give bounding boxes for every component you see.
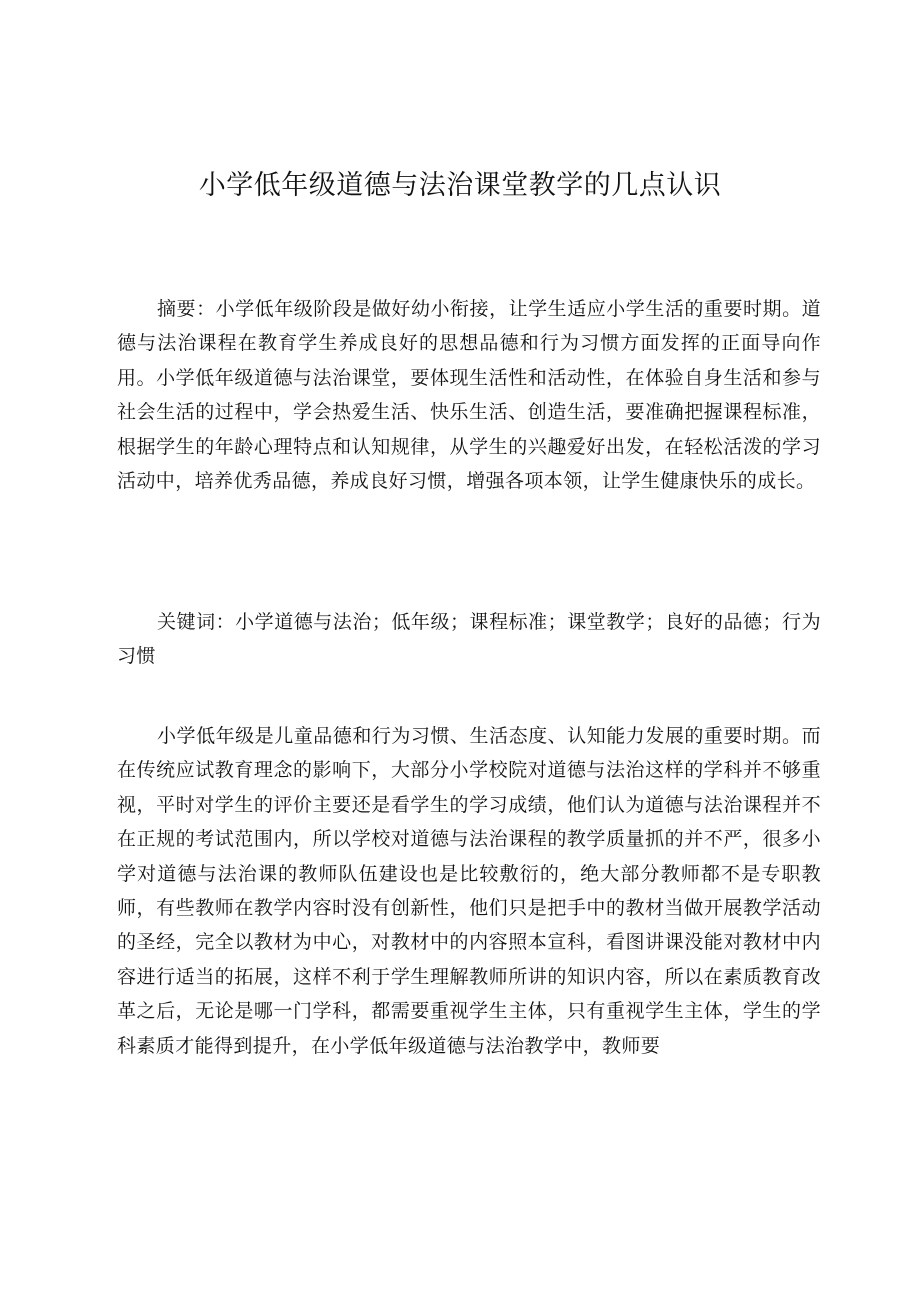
keywords-label: 关键词： [157,611,236,633]
keywords-paragraph [117,605,821,674]
body-paragraph: 小学低年级是儿童品德和行为习惯、生活态度、认知能力发展的重要时期。而在传统应试教育理念的影响下，大部分小学校院对道德与法治这样的学科并不够重视，平时对学生的评价主要还是看学生的学习成绩，他们认为道德与法治课程并不在正规的考试范围内，所以学校对道德与法治课程的教学质量抓的并不严，很多小学对道德与法治课的教师队伍建设也是比较敷衍的，绝大部分教师都不是专职教师，有些教师在教学内容时没有创新性，他们只是把手中的教材当做开展教学活动的圣经，完全以教材为中心，对教材中的内容照本宣科，看图讲课没能对教材中内容进行适当的拓展，这样不利于学生理解教师所讲的知识内容，所以在素质教育改革之后，无论是哪一门学科，都需要重视学生主体，只有重视学生主体，学生的学科素质才能得到提升，在小学低年级道德与法治教学中，教师要 [117,725,821,1057]
document-title: 小学低年级道德与法治课堂教学的几点认识 [198,170,722,201]
abstract-label: 摘要： [157,298,216,320]
keywords-text: 小学道德与法治；低年级；课程标准；课堂教学；良好的品德；行为习惯 [117,611,821,668]
abstract-paragraph [117,292,821,498]
abstract-text: 小学低年级阶段是做好幼小衔接，让学生适应小学生活的重要时期。道德与法治课程在教育学生养成良好的思想品德和行为习惯方面发挥的正面导向作用。小学低年级道德与法治课堂，要体现生活性和活动性，在体验自身生活和参与社会生活的过程中，学会热爱生活、快乐生活、创造生活，要准确把握课程标准，根据学生的年龄心理特点和认知规律，从学生的兴趣爱好出发，在轻松活泼的学习活动中，培养优秀品德，养成良好习惯，增强各项本领，让学生健康快乐的成长。 [117,298,822,493]
